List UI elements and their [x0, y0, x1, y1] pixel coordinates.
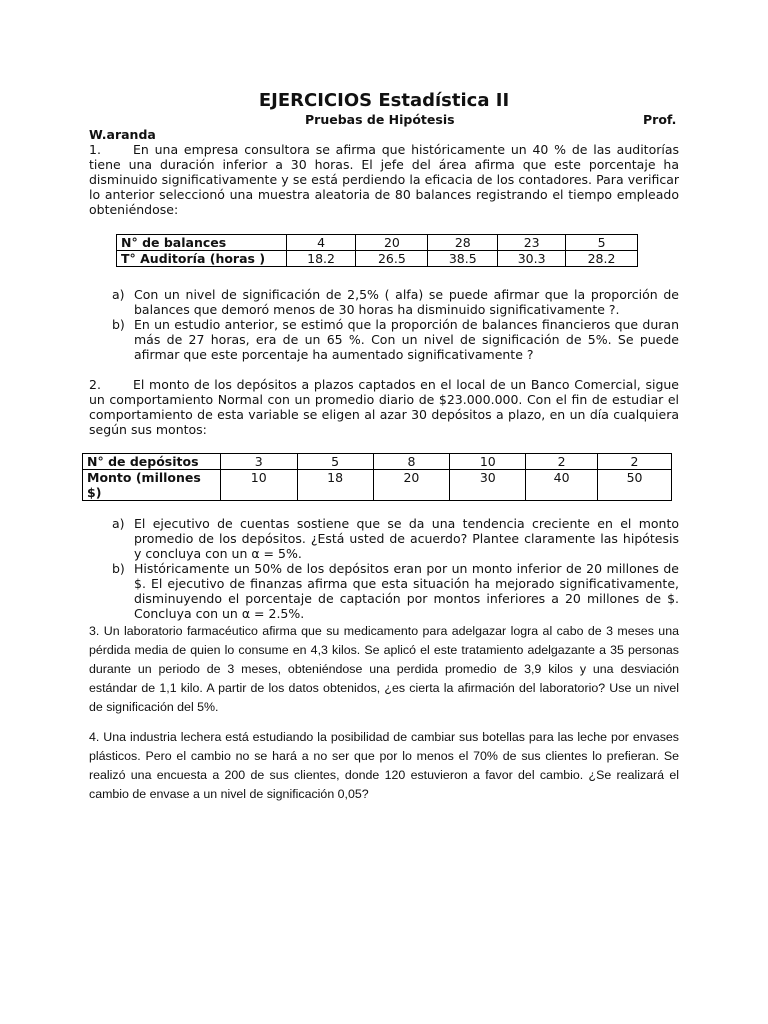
table-row: [117, 235, 638, 251]
table-cell: 8: [373, 454, 450, 470]
table-cell: 18.2: [286, 251, 356, 267]
exercise-2-table: [82, 453, 672, 501]
prof-label: Prof.: [643, 112, 677, 127]
exercise-1-statement: [89, 142, 679, 217]
table-cell: 30: [450, 470, 526, 501]
table-cell: 38.5: [428, 251, 498, 267]
table-cell: 4: [286, 235, 356, 251]
list-item: [112, 287, 679, 317]
row-label: N° de depósitos: [83, 454, 221, 470]
row-label: Monto (millones $): [83, 470, 221, 501]
list-item: [112, 516, 679, 561]
table-cell: 20: [373, 470, 450, 501]
item-text: Con un nivel de significación de 2,5% ( alfa) se puede afirmar que la proporción de balances que demoró menos de 30 horas ha disminuido significativamente ?.: [134, 287, 679, 317]
table-cell: 26.5: [356, 251, 428, 267]
table-cell: 10: [450, 454, 526, 470]
exercise-2-text: El monto de los depósitos a plazos captados en el local de un Banco Comercial, sigue un comportamiento Normal con un promedio diario de $23.000.000. Con el fin de estudiar el comportamiento de esta variable se eligen al azar 30 depósitos a plazo, en un día cualquiera según sus montos:: [89, 377, 679, 437]
exercise-1-questions: [112, 287, 679, 362]
row-label: N° de balances: [117, 235, 287, 251]
row-label: T° Auditoría (horas ): [117, 251, 287, 267]
item-marker: b): [112, 561, 125, 576]
item-text: Históricamente un 50% de los depósitos eran por un monto inferior de 20 millones de $. El ejecutivo de finanzas afirma que esta situación ha mejorado significativamente, disminuyendo el porcentaje de captación por montos inferiores a 20 millones de $. Concluya con un α = 2.5%.: [134, 561, 679, 621]
table-cell: 40: [526, 470, 598, 501]
table-cell: 23: [498, 235, 566, 251]
exercise-1-text: En una empresa consultora se afirma que históricamente un 40 % de las auditorías tiene una duración inferior a 30 horas. El jefe del área afirma que este porcentaje ha disminuido significativamente y se está perdiendo la eficacia de los contadores. Para verificar lo anterior seleccionó una muestra aleatoria de 80 balances registrando el tiempo empleado obteniéndose:: [89, 142, 679, 217]
table-row: [117, 251, 638, 267]
exercise-2-questions: [112, 516, 679, 621]
table-cell: 50: [598, 470, 672, 501]
exercise-3-text: 3. Un laboratorio farmacéutico afirma que su medicamento para adelgazar logra al cabo de 3 meses una pérdida media de quien lo consume en 4,3 kilos. Se aplicó el este tratamiento adelgazante a 35 personas durante un periodo de 3 meses, obteniéndose una perdida promedio de 3,9 kilos y una desviación estándar de 1,1 kilo. A partir de los datos obtenidos, ¿es cierta la afirmación del laboratorio? Use un nivel de significación del 5%.: [89, 624, 679, 714]
table-cell: 5: [566, 235, 638, 251]
table-cell: 2: [598, 454, 672, 470]
item-text: En un estudio anterior, se estimó que la proporción de balances financieros que duran más de 27 horas, era de un 65 %. Con un nivel de significación de 5%. Se puede afirmar que este porcentaje ha aumentado significativamente ?: [134, 317, 679, 362]
list-item: [112, 317, 679, 362]
document-subtitle: Pruebas de Hipótesis: [305, 112, 455, 127]
table-cell: 18: [297, 470, 373, 501]
table-row: [83, 454, 672, 470]
table-cell: 28: [428, 235, 498, 251]
table-cell: 30.3: [498, 251, 566, 267]
item-marker: a): [112, 516, 125, 531]
author-name: W.aranda: [89, 127, 156, 142]
list-item: [112, 561, 679, 621]
table-cell: 3: [220, 454, 297, 470]
item-marker: b): [112, 317, 125, 332]
exercise-2-number: 2.: [89, 377, 101, 392]
document-title: EJERCICIOS Estadística II: [258, 90, 510, 111]
table-cell: 28.2: [566, 251, 638, 267]
exercise-1-table: [116, 234, 638, 267]
table-cell: 2: [526, 454, 598, 470]
exercise-2-statement: [89, 377, 679, 437]
exercise-4-text: 4. Una industria lechera está estudiando la posibilidad de cambiar sus botellas para las leche por envases plásticos. Pero el cambio no se hará a no ser que por lo menos el 70% de sus clientes lo prefieran. Se realizó una encuesta a 200 de sus clientes, donde 120 estuvieron a favor del cambio. ¿Se realizará el cambio de envase a un nivel de significación 0,05?: [89, 730, 679, 801]
item-text: El ejecutivo de cuentas sostiene que se da una tendencia creciente en el monto promedio de los depósitos. ¿Está usted de acuerdo? Plantee claramente las hipótesis y concluya con un α = 5%.: [134, 516, 679, 561]
table-row: [83, 470, 672, 501]
table-cell: 5: [297, 454, 373, 470]
table-cell: 20: [356, 235, 428, 251]
table-cell: 10: [220, 470, 297, 501]
item-marker: a): [112, 287, 125, 302]
exercise-1-number: 1.: [89, 142, 101, 157]
